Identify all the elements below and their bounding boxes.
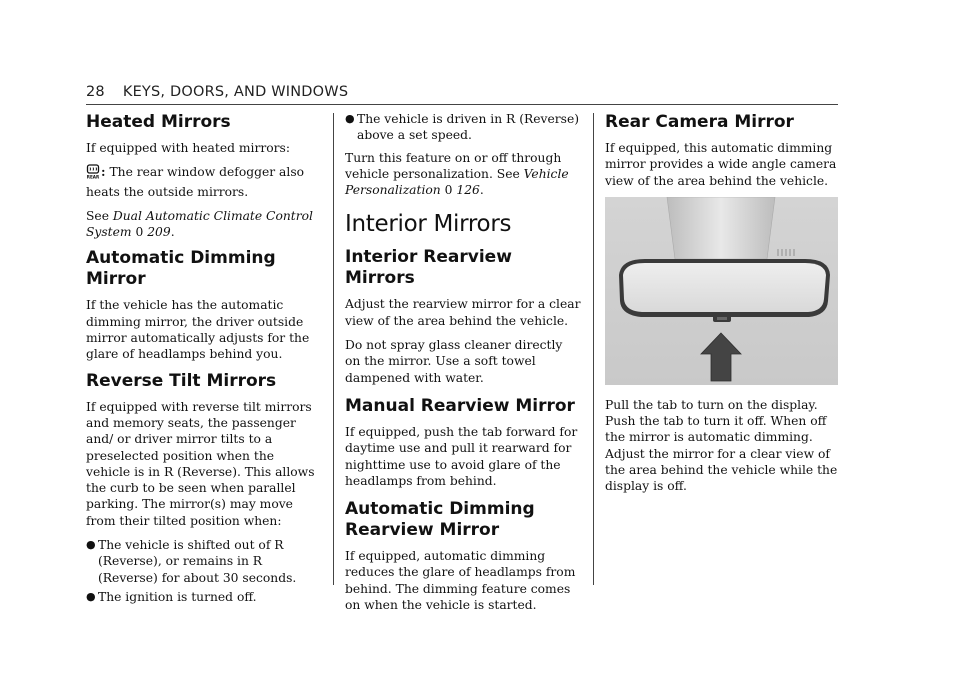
interior-rearview-heading: Interior Rearview Mirrors — [345, 247, 512, 289]
rear-camera-mirror-heading: Rear Camera Mirror — [605, 112, 794, 132]
defog-text: The rear window defogger also heats the outside mirrors. — [86, 165, 305, 199]
see-prefix: See — [86, 208, 109, 223]
bullet-icon: ● — [345, 112, 355, 125]
heated-mirrors-heading: Heated Mirrors — [86, 112, 231, 132]
column-1 — [86, 108, 322, 611]
column-3 — [605, 108, 841, 503]
page-ref-arrow: 0 — [444, 183, 453, 198]
column-divider-left — [333, 113, 334, 585]
column-2 — [345, 108, 581, 621]
list-item-text: The vehicle is driven in R (Reverse) above a set speed. — [357, 112, 580, 143]
manual-rearview-text: If equipped, push the tab forward for daytime use and pull it rearward for nighttime use to avoid glare of the headlamps from behind. — [345, 424, 578, 488]
personalization-paragraph — [345, 150, 581, 199]
heated-mirrors-intro: If equipped with heated mirrors: — [86, 141, 290, 155]
reverse-tilt-text: If equipped with reverse tilt mirrors and memory seats, the passenger and/ or driver mirror tilts to a preselected position when the vehicle is in R (Reverse). This allows the curb to be seen when parallel parking. The mirror(s) may move from their tilted position when: — [86, 399, 315, 528]
see-suffix: . — [170, 225, 175, 240]
climate-page-ref[interactable]: 209 — [147, 225, 171, 240]
interior-rearview-p2: Do not spray glass cleaner directly on the mirror. Use a soft towel dampened with water. — [345, 338, 563, 385]
see-climate-paragraph — [86, 208, 322, 241]
section-title: KEYS, DOORS, AND WINDOWS — [122, 84, 349, 100]
interior-mirrors-heading: Interior Mirrors — [345, 211, 512, 238]
reverse-tilt-list-continued — [345, 111, 581, 144]
list-item — [86, 537, 322, 586]
header-rule — [86, 104, 838, 105]
reverse-tilt-list — [86, 537, 322, 605]
personalization-suffix: . — [479, 183, 484, 198]
page-ref-arrow: 0 — [135, 225, 144, 240]
list-item — [86, 589, 322, 605]
auto-dim-mirror-text: If the vehicle has the automatic dimming mirror, the driver outside mirror automatically adjusts for the glare of headlamps behind you. — [86, 298, 310, 362]
reverse-tilt-heading: Reverse Tilt Mirrors — [86, 370, 277, 391]
rear-defog-icon — [86, 164, 100, 183]
interior-rearview-p1: Adjust the rearview mirror for a clear view of the area behind the vehicle. — [345, 297, 581, 328]
list-item-text: The ignition is turned off. — [98, 589, 257, 604]
page-number: 28 — [86, 84, 105, 100]
rear-camera-intro: If equipped, this automatic dimming mirror provides a wide angle camera view of the area behind the vehicle. — [605, 141, 837, 188]
list-item — [345, 111, 581, 144]
climate-control-link[interactable]: Dual Automatic Climate Control System — [86, 208, 313, 240]
auto-dim-mirror-heading: Automatic Dimming Mirror — [86, 248, 276, 290]
personalization-text: Turn this feature on or off through vehicle personalization. See — [345, 150, 562, 181]
list-item-text: The vehicle is shifted out of R (Reverse), or remains in R (Reverse) for about 30 seconds. — [98, 538, 297, 585]
vehicle-personalization-link[interactable]: Vehicle Personalization — [345, 166, 569, 198]
auto-dim-rearview-heading: Automatic Dimming Rearview Mirror — [345, 499, 535, 541]
column-divider-right — [593, 113, 594, 585]
defogger-paragraph — [86, 164, 322, 200]
page-header — [86, 84, 348, 100]
rear-camera-text: Pull the tab to turn on the display. Push the tab to turn it off. When off the mirror is automatic dimming. Adjust the mirror for a clear view of the area behind the vehicle while the display is off. — [605, 397, 838, 494]
rear-camera-mirror-image — [605, 197, 838, 385]
personalization-page-ref[interactable]: 126 — [456, 183, 480, 198]
defog-colon: : — [101, 164, 106, 180]
auto-dim-rearview-text: If equipped, automatic dimming reduces the glare of headlamps from behind. The dimming feature comes on when the vehicle is started. — [345, 549, 576, 613]
svg-text:REAR: REAR — [86, 174, 100, 180]
bullet-icon: ● — [86, 538, 96, 552]
bullet-icon: ● — [86, 589, 96, 603]
manual-rearview-heading: Manual Rearview Mirror — [345, 395, 575, 416]
